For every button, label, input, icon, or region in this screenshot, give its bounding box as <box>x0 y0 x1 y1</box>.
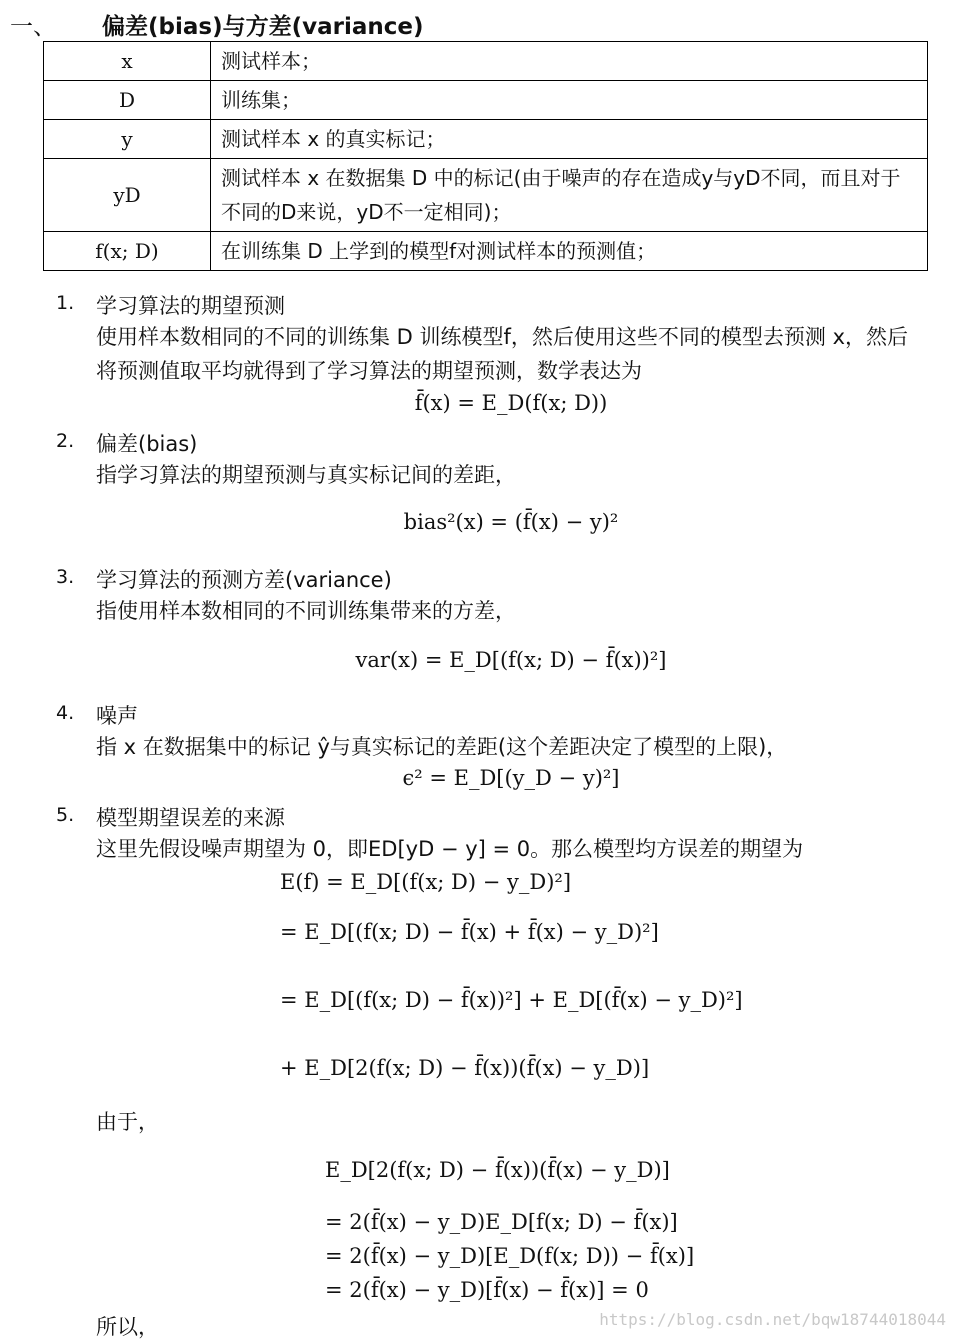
symbol-cell: f(x; D) <box>44 232 211 271</box>
table-row <box>44 42 928 81</box>
description-cell: 测试样本 x 在数据集 D 中的标记(由于噪声的存在造成y与yD不同，而且对于不同的D来说，yD不一定相同)； <box>211 159 928 232</box>
section-text: 指 x 在数据集中的标记 ŷ与真实标记的差距(这个差距决定了模型的上限)， <box>96 735 788 759</box>
equation-variance: var(x) = E_D[(f(x; D) − f̄(x))²] <box>355 648 667 672</box>
section-title: 噪声 <box>96 704 138 728</box>
heading-title: 偏差(bias)与方差(variance) <box>102 14 424 40</box>
table-row <box>44 232 928 271</box>
equation-cross-1: E_D[2(f(x; D) − f̄(x))(f̄(x) − y_D)] <box>325 1158 670 1182</box>
equation-cross-3: = 2(f̄(x) − y_D)[E_D(f(x; D)) − f̄(x)] <box>325 1244 695 1268</box>
equation-error-4: + E_D[2(f(x; D) − f̄(x))(f̄(x) − y_D)] <box>280 1056 650 1080</box>
so-label: 所以， <box>96 1315 159 1339</box>
table-row <box>44 159 928 232</box>
section-text: 这里先假设噪声期望为 0，即ED[yD − y] = 0。那么模型均方误差的期望为 <box>96 837 804 861</box>
equation-error-2: = E_D[(f(x; D) − f̄(x) + f̄(x) − y_D)²] <box>280 920 659 944</box>
section-title: 偏差(bias) <box>96 432 198 456</box>
definitions-table <box>43 41 928 271</box>
table-row <box>44 81 928 120</box>
symbol-cell: y <box>44 120 211 159</box>
because-label: 由于， <box>96 1110 159 1134</box>
section-text: 指使用样本数相同的不同训练集带来的方差， <box>96 599 516 623</box>
equation-noise: ϵ² = E_D[(y_D − y)²] <box>402 766 620 790</box>
table-row <box>44 120 928 159</box>
section-title: 学习算法的期望预测 <box>96 294 285 318</box>
section-title: 学习算法的预测方差(variance) <box>96 568 392 592</box>
section-title: 模型期望误差的来源 <box>96 806 285 830</box>
description-cell: 在训练集 D 上学到的模型f对测试样本的预测值； <box>211 232 928 271</box>
equation-error-1: E(f) = E_D[(f(x; D) − y_D)²] <box>280 870 572 894</box>
section-number: 3. <box>56 566 75 588</box>
description-cell: 训练集； <box>211 81 928 120</box>
description-cell: 测试样本； <box>211 42 928 81</box>
description-cell: 测试样本 x 的真实标记； <box>211 120 928 159</box>
section-number: 4. <box>56 702 75 724</box>
section-number: 1. <box>56 292 75 314</box>
section-number: 5. <box>56 804 75 826</box>
section-text: 使用样本数相同的不同的训练集 D 训练模型f，然后使用这些不同的模型去预测 x，然后将预测值取平均就得到了学习算法的期望预测，数学表达为 <box>96 325 909 383</box>
equation-bias: bias²(x) = (f̄(x) − y)² <box>403 510 619 534</box>
equation-cross-2: = 2(f̄(x) − y_D)E_D[f(x; D) − f̄(x)] <box>325 1210 678 1234</box>
symbol-cell: x <box>44 42 211 81</box>
equation-cross-4: = 2(f̄(x) − y_D)[f̄(x) − f̄(x)] = 0 <box>325 1278 649 1302</box>
section-number: 2. <box>56 430 75 452</box>
heading-number: 一、 <box>10 14 56 40</box>
symbol-cell: D <box>44 81 211 120</box>
equation-error-3: = E_D[(f(x; D) − f̄(x))²] + E_D[(f̄(x) − y_D)²] <box>280 988 743 1012</box>
section-text: 指学习算法的期望预测与真实标记间的差距， <box>96 463 516 487</box>
equation-expected-prediction: f̄(x) = E_D(f(x; D)) <box>414 391 608 415</box>
watermark: https://blog.csdn.net/bqw18744018044 <box>599 1310 946 1329</box>
symbol-cell: yD <box>44 159 211 232</box>
